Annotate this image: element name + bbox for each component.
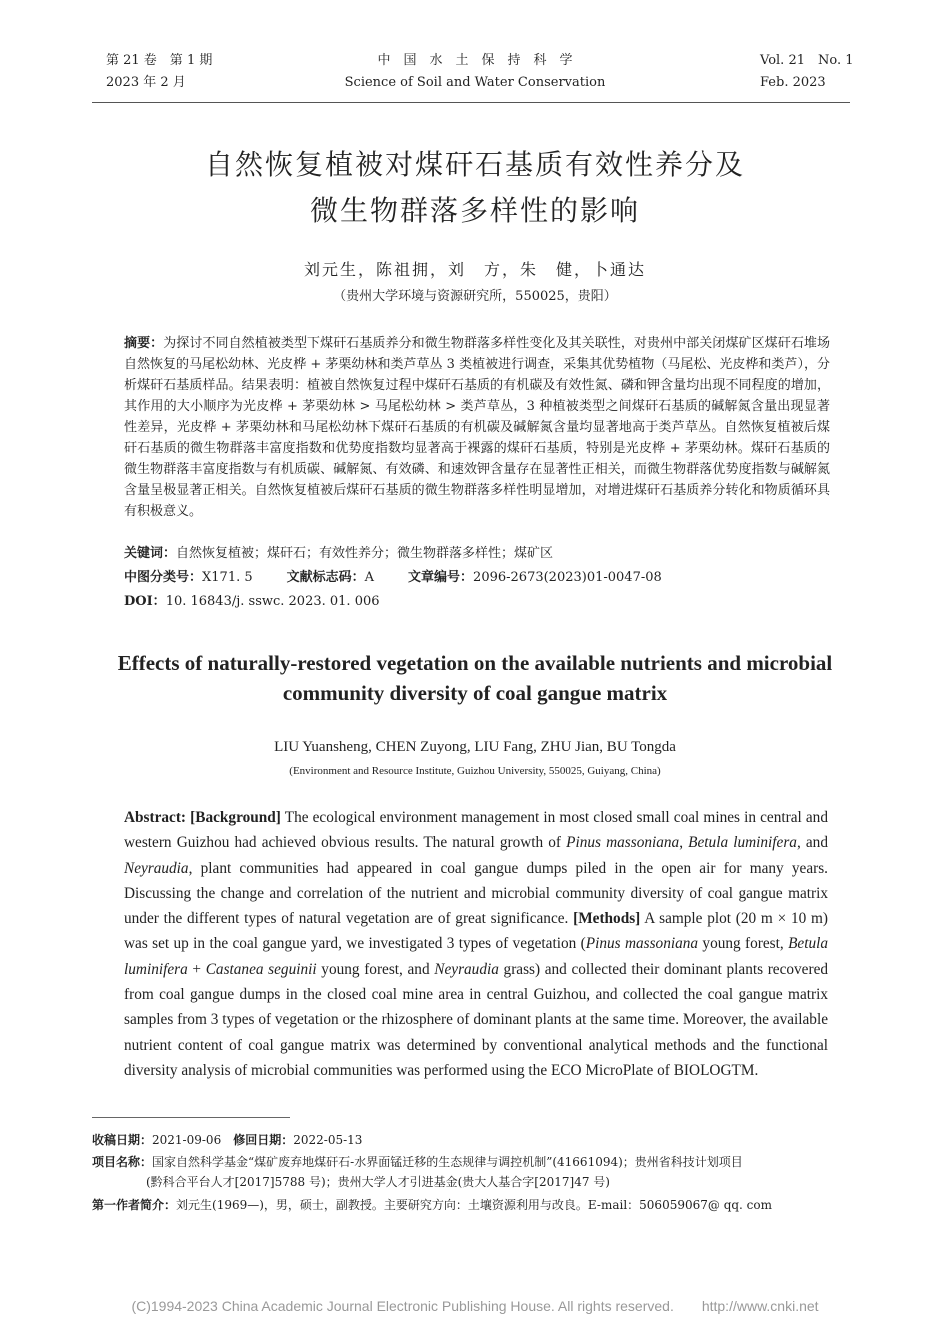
footnote-divider [92, 1117, 290, 1118]
abstract-text: , and [796, 834, 828, 852]
copyright-footer: (C)1994-2023 China Academic Journal Electronic Publishing House. All rights reserved. http://www.cnki.net [131, 1298, 819, 1314]
species-name: Castanea seguinii [205, 960, 317, 978]
species-name: Neyraudia [434, 960, 499, 978]
methods-label: [Methods] [573, 910, 641, 928]
funding-line1: 国家自然科学基金“煤矿废弃地煤矸石-水界面锰迁移的生态规律与调控机制”(41661094)；贵州省科技计划项目 [152, 1155, 743, 1169]
journal-vol-en [760, 50, 854, 94]
revised-label: 修回日期： [233, 1133, 294, 1147]
footnote-funding [92, 1152, 852, 1192]
abstract-cn-text: 为探讨不同自然植被类型下煤矸石基质养分和微生物群落多样性变化及其关联性，对贵州中部关闭煤矿区煤矸石堆场自然恢复的马尾松幼林、光皮桦 + 茅栗幼林和类芦草丛 3 类植被进行调查，采集其优势植物（马尾松、光皮桦和类芦），分析煤矸石基质样品。结果表明：植被自然恢复过程中煤矸石基质的有机碳及有效性氮、磷和钾含量均出现不同程度的增加，其作用的大小顺序为光皮桦 + 茅栗幼林 > 马尾松幼林 > 类芦草丛，3 种植被类型之间煤矸石基质的碱解氮含量出现显著性差异，光皮桦 + 茅栗幼林和马尾松幼林下煤矸石基质的有机碳及碱解氮含量均显著地高于类芦草丛。自然恢复植被后煤矸石基质的微生物群落丰富度指数和优势度指数均显著高于裸露的煤矸石基质，特别是光皮桦 + 茅栗幼林。煤矸石基质的微生物群落丰富度指数与有机质碳、碱解氮、有效磷、和速效钾含量存在显著性正相关，而微生物群落优势度指数与碱解氮含量呈极显著正相关。自然恢复植被后煤矸石基质的微生物群落多样性明显增加，对增进煤矸石基质养分转化和物质循环具有积极意义。 [124, 336, 830, 519]
abstract-text: , [679, 834, 689, 852]
clc-label: 中图分类号： [124, 570, 203, 585]
abstract-text: young forest, [698, 935, 789, 953]
keywords-cn [124, 543, 830, 564]
header-divider [92, 102, 850, 103]
title-cn-line1: 自然恢复植被对煤矸石基质有效性养分及 [204, 148, 745, 181]
abstract-en [124, 805, 828, 1083]
keywords-text: 自然恢复植被；煤矸石；有效性养分；微生物群落多样性；煤矿区 [176, 546, 554, 561]
abstract-text: A sample plot (20 m × 10 m) was set up in the coal gangue yard, we investigated 3 types of vegetation ( [124, 910, 828, 953]
title-en: Effects of naturally-restored vegetation on the available nutrients and microbial community diversity of coal gangue matrix [117, 651, 833, 705]
revised-date: 2022-05-13 [293, 1133, 363, 1147]
footnote-author [92, 1195, 852, 1215]
vol-no-en: Vol. 21 No. 1 [760, 53, 854, 68]
abstract-text: young forest, and [316, 960, 435, 978]
abstract-text: , plant communities had appeared in coal gangue dumps piled in the open air for many years. Discussing the change and correlation of the nutrient and microbial community diversity of coal gangue matrix under the different types of natural vegetation are of great significance. [124, 859, 828, 928]
first-author-label: 第一作者简介： [92, 1198, 177, 1212]
keywords-label: 关键词： [124, 546, 177, 561]
article-value: 2096-2673(2023)01-0047-08 [473, 570, 662, 585]
species-name: Neyraudia [124, 859, 189, 877]
doi-label: DOI： [124, 594, 166, 609]
doc-label: 文献标志码： [286, 570, 365, 585]
received-date: 2021-09-06 [152, 1133, 222, 1147]
abstract-cn-label: 摘要： [124, 336, 164, 351]
abstract-en-label: Abstract: [124, 809, 187, 826]
background-label: [Background] [190, 809, 281, 826]
clc-value: X171. 5 [202, 570, 253, 585]
classification-line [124, 567, 830, 588]
authors-cn: 刘元生，陈祖拥，刘 方，朱 健，卜通达 [303, 260, 646, 279]
funding-line2: (黔科合平台人才[2017]5788 号)；贵州大学人才引进基金(贵大人基合字[2017]47 号) [146, 1175, 610, 1189]
first-author-text: 刘元生(1969—)，男，硕士，副教授。主要研究方向：土壤资源利用与改良。E-mail：506059067@ qq. com [176, 1198, 773, 1212]
doi-value: 10. 16843/j. sswc. 2023. 01. 006 [165, 594, 380, 609]
title-cn-line2: 微生物群落多样性的影响 [309, 194, 640, 227]
species-name: Pinus massoniana [585, 935, 699, 953]
publication-date-cn: 2023 年 2 月 [106, 75, 186, 90]
journal-name-en: Science of Soil and Water Conservation [344, 75, 606, 90]
abstract-text: The ecological environment management in most closed small coal mines in central and western Guizhou had achieved obvious results. The natural growth of [124, 809, 828, 852]
article-label: 文章编号： [408, 570, 474, 585]
abstract-text: + [187, 960, 206, 978]
authors-en: LIU Yuansheng, CHEN Zuyong, LIU Fang, ZHU Jian, BU Tongda [274, 739, 676, 755]
species-name: Betula luminifera [688, 834, 797, 852]
funding-label: 项目名称： [92, 1155, 153, 1169]
footnote-dates [92, 1130, 852, 1150]
abstract-text: grass) and collected their dominant plants recovered from coal gangue dumps in the closed coal mine area in central Guizhou, and collected the coal gangue matrix samples from 3 types of vegetation or the rhizosphere of dominant plants at the same time. Moreover, the available nutrient content of coal gangue matrix was determined by conventional analytical methods and the functional diversity analysis of microbial communities was performed using the ECO MicroPlate of BIOLOGTM. [124, 960, 829, 1079]
title-cn [0, 142, 950, 234]
affiliation-en: (Environment and Resource Institute, Guizhou University, 550025, Guiyang, China) [289, 765, 661, 777]
abstract-cn [124, 333, 830, 522]
affiliation-cn: （贵州大学环境与资源研究所，550025，贵阳） [333, 289, 617, 304]
received-label: 收稿日期： [92, 1133, 153, 1147]
species-name: Betula luminifera [124, 935, 828, 978]
volume-issue: 第 21 卷 第 1 期 [106, 53, 213, 68]
publication-date-en: Feb. 2023 [760, 75, 826, 90]
journal-name-cn: 中 国 水 土 保 持 科 学 [377, 53, 573, 68]
species-name: Pinus massoniana [566, 834, 680, 852]
doc-value: A [364, 570, 375, 585]
doi [124, 591, 830, 612]
